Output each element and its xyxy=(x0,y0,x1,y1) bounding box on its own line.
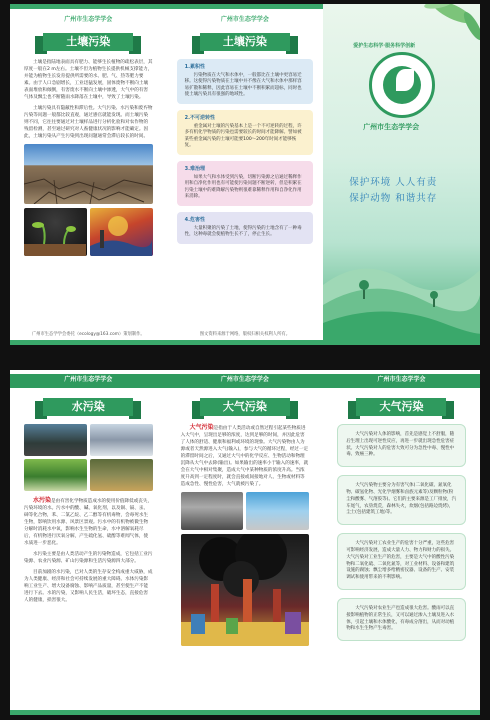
feature-title: 1.累积性 xyxy=(184,64,205,70)
org-name: 广州市生态学学会 xyxy=(377,376,426,383)
water-text-1 xyxy=(10,497,167,547)
feature-title: 3.难治理 xyxy=(184,165,205,172)
polluted-landscape-art xyxy=(90,208,153,256)
soil-features-panel xyxy=(167,4,324,345)
source-note: 图文资料来源于网络，版权归相关权利人所有。 xyxy=(199,332,290,337)
crack-lines-icon xyxy=(24,144,152,204)
org-name: 广州市生态学学会 xyxy=(220,376,269,383)
air-effect-card: 大气污染对工农业生产的危害十分严重，这些危害可影响经济发展，造成大量人力、物力和财力的损失。大气污染对工业生产的危害，主要是大气中的酸性污染物和二氧化硫、二氧化氮等，对工业材料、设备和建筑设施的腐蚀；飘尘增多给精密仪器、设备的生产、安装调试和使用带来的不利影响。 xyxy=(337,533,466,590)
bottom-bar xyxy=(10,340,167,345)
soil-intro-text-1: 土壤是指陆地表面具有肥力、能够生长植物的疏松表层，其厚度一般在2 m左右。土壤不但为植物生长提供机械支撑能力，并能为植物生长发育提供所需要的水、肥、气、热等肥力要素。由于人口急剧增长，工业迅猛发展，固体废物不断向土壤表面堆放和倾倒，有害废水不断向土壤中渗透，大气中的有害气体及飘尘也不断随雨水降落在土壤中，导致了土壤污染。 xyxy=(24,60,153,100)
water-text-body: 是由有害化学物质造成水的使用价值降低或丧失，污染环境的水。污水中的酸、碱、氧化剂，以及铜、镉、汞、砷等化合物，苯、二氯乙烷、乙二醇等有机毒物，会毒死水生生物，影响饮用水源、风景区景观。污水中的有机物被微生物分解时消耗水中氧，影响水生生物的生命，水中溶解氧耗尽后，有机物进行厌氧分解，产生硫化氢、硫醇等难闻气体，使水质进一步恶化。 xyxy=(24,499,153,546)
air-text-body: 是指由于人类活动或自然过程引起某些物质进入大气中，呈现出足够的浓度，达到足够的时间，并因此危害了人体的舒适、健康和福利或环境的现象。大气污染物由人为源或者天然源进入大气(输入)，参与大气的循环过程，经过一定的滞留时间之后，又通过大气中的化学反应、生物活动和物理沉降从大气中去除(输出)。如果输出的速率小于输入的速率，就会在大气中相对集聚，造成大气中某种物质的浓度升高。当浓度升高到一定程度时，就会直接或间接地对人、生物或材料等造成急性、慢性危害，大气就被污染了。 xyxy=(180,426,309,487)
pollution-city-art xyxy=(181,534,310,646)
bottom-bar xyxy=(10,710,167,715)
bottom-bar xyxy=(323,710,480,715)
water-title-ribbon: 水污染 xyxy=(43,398,133,416)
water-photo xyxy=(90,424,153,456)
air-effect-card: 大气污染对农业生产也造成很大危害。酸雨可以直接影响植物的正常生长，又可以通过渗入土壤及进入水体，引起土壤和水体酸化，有毒成分溶出，从而对动植物和水生生物产生毒害。 xyxy=(337,598,466,641)
header-band xyxy=(167,374,324,388)
green-hills-illustration xyxy=(323,245,480,345)
top-bar xyxy=(10,4,167,9)
brochure-outside xyxy=(10,4,480,345)
bottom-bar xyxy=(167,340,324,345)
feature-text: 大量积聚的污染了土地，使得污染的土地含有了一种毒性，这种毒就会使植物生长不了，停止生长。 xyxy=(184,225,302,238)
air-effect-card: 大气污染物主要分为有害气体(二氧化碳、氮氧化物、碳氢化物、光化学烟雾和卤族元素等)及颗粒物(粉尘和酸雾、气溶胶等)。它们的主要来源是工厂排放，汽车尾气，农垦烧荒，森林失火，炊烟(包括路边烧烤)，尘土(包括建筑工地)等。 xyxy=(337,475,466,525)
feature-text: 污染物质在大气和水体中，一般都比在土壤中更容易迁移。这使得污染物质在土壤中并不像在大气和水体中那样容易扩散和稀释，因此容易在土壤中不断积累而超标，同时也使土壤污染具有很强的地域性。 xyxy=(184,72,302,98)
feature-card xyxy=(177,59,314,104)
air-effect-card: 大气污染对人体的影响，首先是感觉上不舒服，随后生理上出现可逆性反应，再进一步就出现急性危害症状。大气污染对人的危害大致可分为急性中毒、慢性中毒、致癌三种。 xyxy=(337,424,466,467)
air-title-ribbon: 大气污染 xyxy=(200,398,290,416)
top-bar xyxy=(167,4,324,9)
air-effects-title-ribbon: 大气污染 xyxy=(356,398,446,416)
water-panel xyxy=(10,370,167,715)
water-photo-grid xyxy=(24,424,153,491)
feature-title: 4.危害性 xyxy=(184,216,205,223)
water-highlight: 水污染 xyxy=(33,497,52,504)
seedling-photo xyxy=(24,208,87,256)
feature-card xyxy=(177,110,314,155)
header-band xyxy=(323,374,480,388)
bottom-bar xyxy=(167,710,324,715)
soil-footer-credit: 广州市生态学学会委托（ecology@163.com）策划制作。 xyxy=(31,332,145,337)
soil-title-ribbon: 土壤污染 xyxy=(43,33,133,51)
feature-title: 2.不可逆转性 xyxy=(184,114,215,121)
brochure-inside xyxy=(10,370,480,715)
slogan-line-2: 保护动物 和谐共存 xyxy=(349,193,438,204)
air-effects-panel xyxy=(323,370,480,715)
water-photo xyxy=(90,459,153,491)
cracked-soil-photo xyxy=(24,144,153,204)
feature-text: 重金属对土壤的污染基本上是一个不可逆转的过程，许多有机化学物质的污染也需要较长的时间才能降解。譬如被某些重金属污染的土壤可能要100～200年时间才能够恢复。 xyxy=(184,123,302,149)
soil-title-ribbon-2: 土壤污染 xyxy=(200,33,290,51)
factory-smoke-photo xyxy=(181,492,244,530)
soil-intro-panel xyxy=(10,4,167,345)
air-photo-row xyxy=(181,492,310,530)
water-photo xyxy=(24,424,87,456)
org-name: 广州市生态学学会 xyxy=(64,376,113,383)
air-highlight: 大气污染 xyxy=(189,424,214,431)
water-text-2: 水污染主要是由人类活动产生的污染物造成，它包括工业污染源、农业污染源、矿山污染源和生活污染源四大部分。 xyxy=(24,552,153,564)
society-logo xyxy=(369,52,435,118)
water-text-3: 目前加剧的水污染，已对人类的生存安全构成重大威胁，成为人类健康、经济和社会可持续发展的重大障碍。水体污染影响工业生产、增大设备腐蚀、影响产品质量，甚至使生产不能进行下去。水的污染，又影响人民生活，破坏生态，直接危害人的健康，损害很大。 xyxy=(24,570,153,603)
feature-card xyxy=(177,161,314,206)
air-panel xyxy=(167,370,324,715)
cooling-tower-photo xyxy=(246,492,309,530)
air-text-1 xyxy=(167,424,324,488)
slogan-line-1: 保护环境 人人有责 xyxy=(349,177,438,188)
smokestack-art-icon xyxy=(90,208,152,256)
org-name: 广州市生态学学会 xyxy=(64,16,113,23)
feature-card xyxy=(177,212,314,244)
org-name: 广州市生态学学会 xyxy=(220,16,269,23)
feature-text: 如果大气和水体受到污染，切断污染源之后通过稀释作用和自净化作用也有可能使污染问题不断逆转，但是积累在污染土壤中的难降解污染物则很难靠稀释作用和自净化作用来消除。 xyxy=(184,174,302,200)
logo-ring-text: 爱护生态科学·服务科学创新 xyxy=(353,43,416,49)
seedling-icon xyxy=(24,208,86,256)
logo-society-name: 广州市生态学学会 xyxy=(363,123,420,131)
smokestacks-art-icon xyxy=(181,534,309,646)
header-band xyxy=(10,374,167,388)
water-photo xyxy=(24,459,87,491)
cover-panel xyxy=(323,4,480,345)
soil-intro-text-2: 土壤污染具有隐蔽性和滞后性。大气污染、水污染和废弃物污染等问题一般都比较直观，通过感官就能发现。而土壤污染则不同，它往往要通过对土壤样品进行分析化验和对农作物的残留检测，甚至通过研究对人畜健康状况的影响才能确定。因此，土壤污染从产生污染到出现问题通常会滞后较长的时间。 xyxy=(24,106,153,139)
